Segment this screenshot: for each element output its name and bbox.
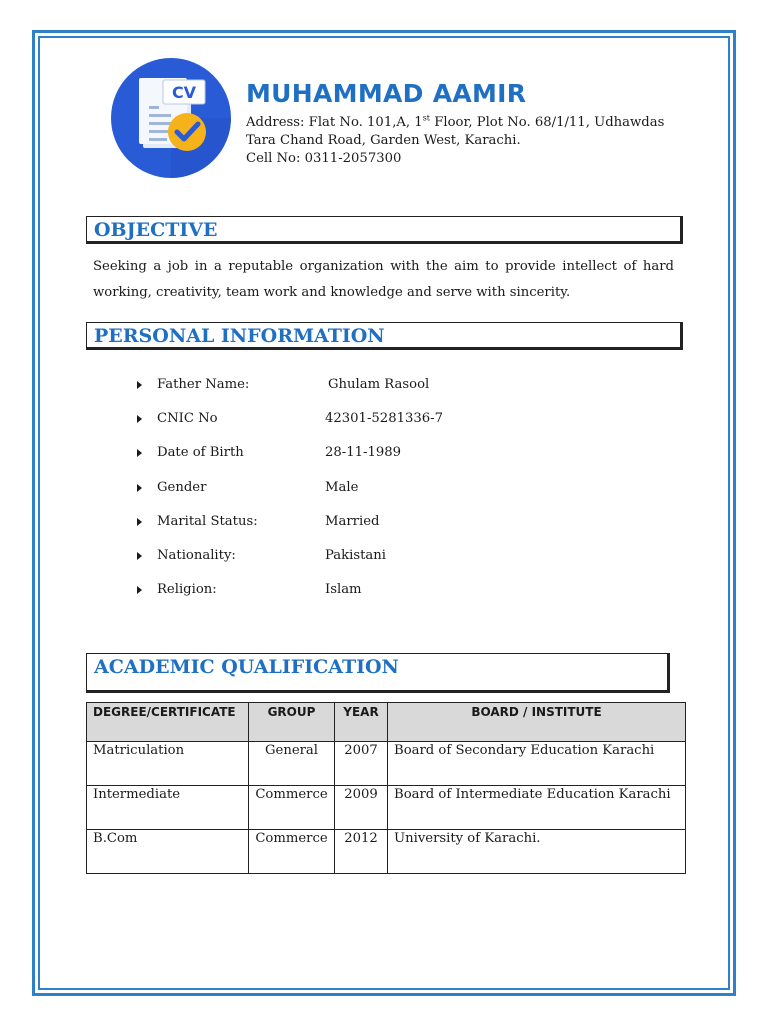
cell-degree: B.Com <box>87 830 249 874</box>
cell-degree: Matriculation <box>87 742 249 786</box>
column-header-year: YEAR <box>335 703 388 742</box>
cell-group: General <box>249 742 335 786</box>
info-label: CNIC No <box>157 411 218 426</box>
cell-year: 2007 <box>335 742 388 786</box>
academic-heading-box <box>86 653 670 693</box>
cv-logo-icon <box>109 56 233 180</box>
info-value: Married <box>325 514 380 529</box>
cell-year: 2012 <box>335 830 388 874</box>
info-label: Nationality: <box>157 548 236 563</box>
info-label: Gender <box>157 480 207 495</box>
table-row <box>87 830 686 874</box>
personal-info-heading: PERSONAL INFORMATION <box>94 325 385 347</box>
info-row-father-name <box>137 375 637 395</box>
cell-group: Commerce <box>249 830 335 874</box>
bullet-icon <box>137 415 142 423</box>
info-label: Father Name: <box>157 377 250 392</box>
info-value: 28-11-1989 <box>325 445 402 460</box>
cell-board: Board of Secondary Education Karachi <box>388 742 686 786</box>
cell-board: Board of Intermediate Education Karachi <box>388 786 686 830</box>
bullet-icon <box>137 518 142 526</box>
bullet-icon <box>137 586 142 594</box>
cell-year: 2009 <box>335 786 388 830</box>
cell-degree: Intermediate <box>87 786 249 830</box>
contact-block <box>246 114 664 168</box>
bullet-icon <box>137 381 142 389</box>
column-header-degree: DEGREE/CERTIFICATE <box>87 703 249 742</box>
academic-heading: ACADEMIC QUALIFICATION <box>94 656 399 678</box>
qualification-table <box>86 702 686 874</box>
info-row-gender <box>137 478 637 498</box>
bullet-icon <box>137 484 142 492</box>
info-value: Ghulam Rasool <box>328 377 430 392</box>
objective-heading-box <box>86 216 683 244</box>
objective-heading: OBJECTIVE <box>94 219 218 241</box>
info-label: Religion: <box>157 582 217 597</box>
bullet-icon <box>137 552 142 560</box>
personal-info-heading-box <box>86 322 683 350</box>
info-row-religion <box>137 580 637 600</box>
bullet-icon <box>137 449 142 457</box>
objective-text: Seeking a job in a reputable organization with the aim to provide intellect of hard working, creativity, team work and knowledge and serve with sincerity. <box>93 259 674 300</box>
info-value: Male <box>325 480 359 495</box>
info-value: Pakistani <box>325 548 386 563</box>
info-row-marital-status <box>137 512 637 532</box>
cell-number: Cell No: 0311-2057300 <box>246 151 402 166</box>
candidate-name: MUHAMMAD AAMIR <box>246 79 527 108</box>
address-line-2: Tara Chand Road, Garden West, Karachi. <box>246 133 521 148</box>
info-row-date-of-birth <box>137 443 637 463</box>
info-row-cnic <box>137 409 637 429</box>
table-row <box>87 786 686 830</box>
cell-board: University of Karachi. <box>388 830 686 874</box>
info-row-nationality <box>137 546 637 566</box>
address-line-1: Address: Flat No. 101,A, 1st Floor, Plot No. 68/1/11, Udhawdas <box>246 113 665 130</box>
column-header-group: GROUP <box>249 703 335 742</box>
info-value: Islam <box>325 582 362 597</box>
info-label: Date of Birth <box>157 445 244 460</box>
logo-cv-text: CV <box>171 83 197 102</box>
table-header-row <box>87 703 686 742</box>
info-label: Marital Status: <box>157 514 258 529</box>
column-header-board: BOARD / INSTITUTE <box>388 703 686 742</box>
table-row <box>87 742 686 786</box>
cell-group: Commerce <box>249 786 335 830</box>
info-value: 42301-5281336-7 <box>325 411 443 426</box>
